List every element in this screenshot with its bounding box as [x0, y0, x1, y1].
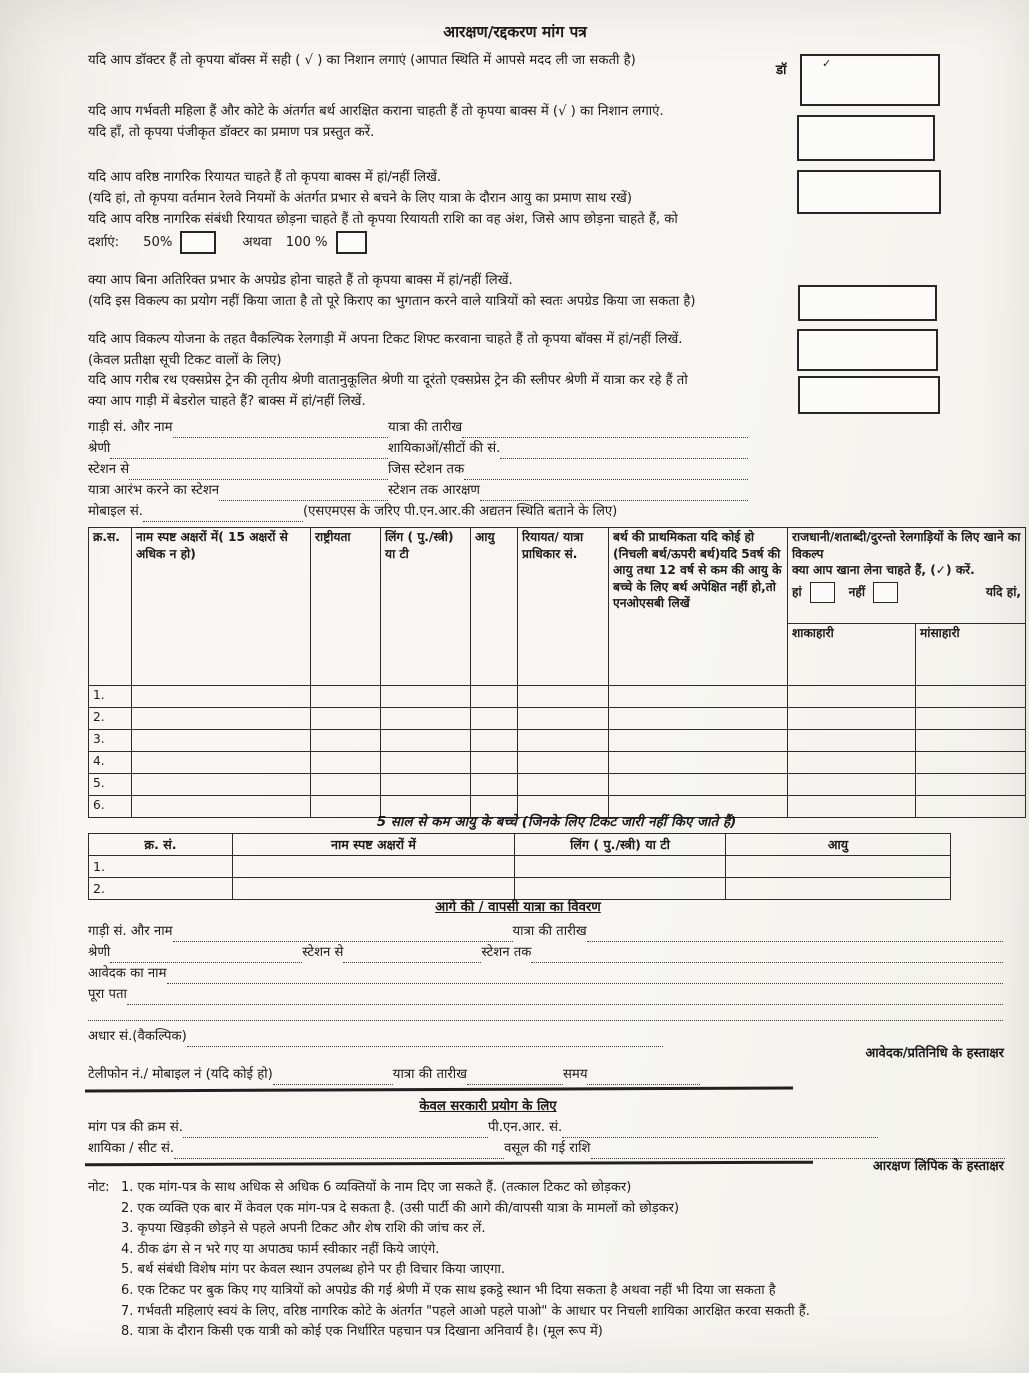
amount-label: वसूल की गई राशि — [504, 1141, 591, 1156]
header-gender: लिंग ( पु./स्त्री) या टी — [381, 528, 471, 686]
senior-line2: (यदि हां, तो कृपया वर्तमान रेलवे नियमों के अंतर्गत प्रभार से बचने के लिए यात्रा के दौरान आयु का प्रमाण साथ रखें) — [88, 191, 632, 206]
note-item: 3. कृपया खिड़की छोड़ने से पहले अपनी टिकट और शेष राशि की जांच कर लें. — [121, 1221, 486, 1237]
note-line-7 — [88, 1302, 1010, 1323]
aadhaar-input[interactable] — [187, 1031, 663, 1047]
gender-cell[interactable] — [381, 730, 471, 752]
doctor-box-label: डॉ — [776, 63, 787, 78]
onward-train-label: गाड़ी सं. और नाम — [88, 924, 173, 939]
train-no-label: गाड़ी सं. और नाम — [88, 420, 173, 435]
applicant-name-input[interactable] — [167, 968, 1004, 984]
train-no-input[interactable] — [173, 422, 389, 438]
passenger-row-4 — [89, 752, 1026, 774]
veg-cell[interactable] — [788, 708, 916, 730]
veg-cell[interactable] — [788, 774, 916, 796]
field-row-mobile — [88, 501, 768, 522]
serial-cell: 6. — [89, 796, 132, 818]
berth-pref-cell[interactable] — [609, 686, 788, 708]
onward-row-applicant — [88, 963, 1003, 984]
divider-line-2 — [85, 1161, 813, 1166]
nonveg-cell[interactable] — [916, 708, 1026, 730]
vikalp-yes-no-box[interactable] — [797, 329, 938, 371]
children-table — [88, 833, 951, 900]
meal-option-line2: क्या आप खाना लेना चाहते हैं, (✓) करें. — [792, 563, 975, 577]
concession-cell[interactable] — [518, 752, 609, 774]
pregnant-line2: यदि हाँ, तो कृपया पंजीकृत डॉक्टर का प्रमाण पत्र प्रस्तुत करें. — [88, 125, 375, 140]
age-cell[interactable] — [726, 856, 951, 878]
serial-cell: 5. — [89, 774, 132, 796]
upgrade-question — [88, 270, 798, 312]
name-cell[interactable] — [233, 856, 515, 878]
passenger-row-3 — [89, 730, 1026, 752]
phone-date-label: यात्रा की तारीख — [392, 1067, 468, 1082]
mobile-label: मोबाइल सं. — [88, 504, 143, 519]
station-from-input[interactable] — [129, 464, 388, 480]
children-header-age: आयु — [726, 834, 951, 856]
note-line-8 — [88, 1322, 1010, 1343]
senior-50-label: 50% — [143, 235, 173, 250]
senior-or-label: अथवा — [242, 235, 272, 250]
reservation-upto-label: स्टेशन तक आरक्षण — [388, 483, 480, 498]
meal-yes-label: हां — [792, 584, 802, 599]
field-row-train — [88, 417, 748, 438]
clerk-signature-label: आरक्षण लिपिक के हस्ताक्षर — [872, 1159, 1004, 1174]
nonveg-cell[interactable] — [916, 730, 1026, 752]
gender-cell[interactable] — [381, 686, 471, 708]
berth-seat-input[interactable] — [174, 1143, 504, 1159]
gender-cell[interactable] — [381, 752, 471, 774]
upgrade-line1: क्या आप बिना अतिरिक्त प्रभार के अपग्रेड होना चाहते हैं तो कृपया बाक्स में हां/नहीं लिखें. — [88, 273, 513, 288]
berth-count-label: शायिकाओं/सीटों की सं. — [388, 441, 501, 456]
boarding-station-input[interactable] — [219, 485, 388, 501]
notes-section — [88, 1178, 1010, 1343]
nonveg-cell[interactable] — [916, 752, 1026, 774]
doctor-question: यदि आप डॉक्टर हैं तो कृपया बॉक्स में सही ( √ ) का निशान लगाएं (आपात स्थिति में आपसे मदद ली जा सकती है) — [88, 53, 636, 68]
meal-no-checkbox[interactable] — [873, 582, 898, 603]
aadhaar-label: अधार सं.(वैकल्पिक) — [88, 1029, 187, 1044]
time-label: समय — [563, 1067, 588, 1082]
age-cell[interactable] — [471, 730, 518, 752]
senior-line1: यदि आप वरिष्ठ नागरिक रियायत चाहते हैं तो कृपया बाक्स में हां/नहीं लिखें. — [88, 170, 442, 185]
note-line-1 — [88, 1178, 1010, 1199]
station-from-label: स्टेशन से — [88, 462, 130, 477]
class-input[interactable] — [110, 443, 388, 459]
onward-train-input[interactable] — [173, 926, 513, 942]
header-concession: रियायत/ यात्रा प्राधिकार सं. — [518, 528, 609, 686]
nonveg-cell[interactable] — [916, 774, 1026, 796]
phone-input[interactable] — [273, 1069, 393, 1085]
pnr-input[interactable] — [562, 1122, 878, 1138]
onward-from-input[interactable] — [343, 947, 481, 963]
nationality-cell[interactable] — [311, 708, 381, 730]
onward-date-input[interactable] — [587, 926, 1003, 942]
note-line-5 — [88, 1260, 1010, 1281]
applicant-name-label: आवेदक का नाम — [88, 966, 167, 981]
header-meal-option — [788, 528, 1026, 624]
berth-pref-cell[interactable] — [609, 774, 788, 796]
vikalp-line1: यदि आप विकल्प योजना के तहत वैकल्पिक रेलगाड़ी में अपना टिकट शिफ्ट करवाना चाहते हैं तो कृपया बॉक्स में हां/नहीं लिखें. — [88, 332, 683, 347]
serial-cell: 1. — [89, 856, 233, 878]
meal-yes-checkbox[interactable] — [810, 582, 835, 603]
concession-cell[interactable] — [518, 708, 609, 730]
pnr-label: पी.एन.आर. सं. — [487, 1120, 563, 1135]
field-row-class — [88, 438, 748, 459]
address-input-line2[interactable] — [88, 1005, 1003, 1021]
header-nonveg: मांसाहारी — [916, 624, 1026, 686]
age-cell[interactable] — [471, 774, 518, 796]
phone-row — [88, 1064, 700, 1085]
onward-to-label: स्टेशन तक — [481, 945, 532, 960]
children-header-serial: क्र. सं. — [89, 834, 233, 856]
senior-percentage-row — [88, 231, 488, 254]
veg-cell[interactable] — [788, 686, 916, 708]
mobile-input[interactable] — [143, 506, 303, 522]
note-item: 2. एक व्यक्ति एक बार में केवल एक मांग-पत्र दे सकता है. (उसी पार्टी की आगे की/वापसी यात्रा के मामलों को छोड़कर) — [121, 1200, 680, 1216]
boarding-station-label: यात्रा आरंभ करने का स्टेशन — [88, 483, 220, 498]
veg-cell[interactable] — [788, 752, 916, 774]
concession-cell[interactable] — [518, 730, 609, 752]
applicant-signature-label: आवेदक/प्रतिनिधि के हस्ताक्षर — [865, 1046, 1004, 1061]
senior-50-checkbox[interactable] — [180, 231, 216, 254]
senior-100-label: 100 % — [285, 235, 328, 250]
mobile-note: (एसएमएस के जरिए पी.एन.आर.की अद्यतन स्थिति बताने के लिए) — [302, 504, 618, 519]
onward-row-aadhaar — [88, 1026, 663, 1047]
gender-cell[interactable] — [515, 856, 726, 878]
doctor-checkmark: ✓ — [822, 57, 832, 70]
bedroll-line1: यदि आप गरीब रथ एक्सप्रेस ट्रेन की तृतीय श्रेणी वातानुकूलित श्रेणी या दूरंतो एक्सप्रेस ट्रेन की स्लीपर श्रेणी में यात्रा कर रहे हैं तो — [88, 373, 688, 388]
requisition-serial-label: मांग पत्र की क्रम सं. — [88, 1120, 183, 1135]
passenger-row-5 — [89, 774, 1026, 796]
meal-option-line1: राजधानी/शताब्दी/दुरन्तो रेलगाड़ियों के लिए खाने का विकल्प — [792, 530, 1021, 561]
gender-cell[interactable] — [381, 774, 471, 796]
serial-cell: 2. — [89, 708, 132, 730]
journey-date-label: यात्रा की तारीख — [388, 420, 463, 435]
serial-cell: 1. — [89, 686, 132, 708]
note-item: 8. यात्रा के दौरान किसी एक यात्री को कोई एक निर्धारित पहचान पत्र दिखाना अनिवार्य है। (मूल रूप में) — [121, 1324, 603, 1340]
divider-line — [85, 1086, 793, 1092]
berth-count-input[interactable] — [500, 443, 748, 459]
senior-show-label: दर्शाएं: — [88, 235, 120, 250]
pregnant-line1: यदि आप गर्भवती महिला हैं और कोटे के अंतर्गत बर्थ आरक्षित कराना चाहती हैं तो कृपया बाक्स में (√ ) का निशान लगाएं. — [88, 104, 664, 119]
berth-seat-label: शायिका / सीट सं. — [88, 1141, 175, 1156]
note-item: 7. गर्भवती महिलाएं स्वयं के लिए, वरिष्ठ नागरिक कोटे के अंतर्गत "पहले आओ पहले पाओ" के आधार पर निचली शायिका आरक्षित करवा सकती हैं. — [121, 1303, 810, 1319]
onward-from-label: स्टेशन से — [302, 945, 344, 960]
note-item: 4. ठीक ढंग से न भरे गए या अपाठ्य फार्म स्वीकार नहीं किये जाएंगे. — [121, 1241, 440, 1257]
onward-class-input[interactable] — [110, 947, 302, 963]
meal-if-yes-label: यदि हां, — [985, 584, 1022, 599]
onward-class-label: श्रेणी — [88, 945, 111, 960]
station-to-input[interactable] — [464, 464, 748, 480]
serial-cell: 2. — [89, 878, 233, 900]
children-header-gender: लिंग ( पु./स्त्री) या टी — [515, 834, 726, 856]
station-to-label: जिस स्टेशन तक — [388, 462, 465, 477]
official-row-2 — [88, 1138, 1005, 1159]
note-item: 1. एक मांग-पत्र के साथ अधिक से अधिक 6 व्यक्तियों के नाम दिए जा सकते हैं. (तत्काल टिकट को छोड़कर) — [121, 1180, 632, 1195]
field-row-boarding — [88, 480, 748, 501]
upgrade-yes-no-box[interactable] — [798, 285, 937, 321]
passenger-row-1 — [89, 686, 1026, 708]
onward-to-input[interactable] — [531, 947, 1003, 963]
note-line-2 — [88, 1199, 1010, 1220]
bedroll-yes-no-box[interactable] — [798, 376, 940, 414]
age-cell[interactable] — [471, 752, 518, 774]
notes-label: नोट: — [88, 1180, 110, 1195]
nationality-cell[interactable] — [311, 774, 381, 796]
bedroll-line2: क्या आप गाड़ी में बेडरोल चाहते हैं? बाक्स में हां/नहीं लिखें. — [88, 394, 366, 409]
concession-cell[interactable] — [518, 774, 609, 796]
note-line-6 — [88, 1281, 1010, 1302]
vikalp-question — [88, 329, 798, 371]
name-cell[interactable] — [132, 752, 311, 774]
veg-cell[interactable] — [788, 730, 916, 752]
nationality-cell[interactable] — [311, 686, 381, 708]
age-cell[interactable] — [471, 708, 518, 730]
form-title: आरक्षण/रद्दकरण मांग पत्र — [443, 23, 587, 41]
doctor-checkbox[interactable] — [800, 54, 940, 106]
serial-cell: 3. — [89, 730, 132, 752]
reservation-upto-input[interactable] — [480, 485, 748, 501]
header-berth-preference: बर्थ की प्राथमिकता यदि कोई हो (निचली बर्थ/ऊपरी बर्थ)यदि 5वर्ष की आयु तथा 12 वर्ष से कम की आयु के बच्चे के लिए बर्थ अपेक्षित नहीं हो,तो एनओएसबी लिखें — [609, 528, 788, 686]
onward-date-label: यात्रा की तारीख — [512, 924, 587, 939]
nationality-cell[interactable] — [311, 752, 381, 774]
meal-no-label: नहीं — [848, 584, 866, 599]
age-cell[interactable] — [471, 686, 518, 708]
senior-100-checkbox[interactable] — [336, 231, 367, 254]
nonveg-cell[interactable] — [916, 686, 1026, 708]
address-input[interactable] — [127, 989, 1003, 1005]
name-cell[interactable] — [132, 774, 311, 796]
class-label: श्रेणी — [88, 441, 111, 456]
header-name: नाम स्पष्ट अक्षरों में( 15 अक्षरों से अधिक न हो) — [132, 528, 311, 686]
field-row-stations — [88, 459, 748, 480]
pregnant-checkbox[interactable] — [797, 115, 935, 161]
nationality-cell[interactable] — [311, 730, 381, 752]
onward-row-train — [88, 921, 1003, 942]
gender-cell[interactable] — [381, 708, 471, 730]
senior-line3: यदि आप वरिष्ठ नागरिक संबंधी रियायत छोड़ना चाहते हैं तो कृपया रियायती राशि का वह अंश, जिसे आप छोड़ना चाहते हैं, को — [88, 212, 678, 227]
journey-date-input[interactable] — [462, 422, 748, 438]
official-use-heading: केवल सरकारी प्रयोग के लिए — [419, 1099, 557, 1114]
header-nationality: राष्ट्रीयता — [311, 528, 381, 686]
address-label: पूरा पता — [88, 987, 127, 1002]
onward-row-address2 — [88, 1005, 1003, 1021]
note-item: 6. एक टिकट पर बुक किए गए यात्रियों को अपग्रेड की गई श्रेणी में एक साथ इकट्ठे स्थान भी दिया सकता है अथवा नहीं भी दिया जा सकता है — [121, 1282, 776, 1298]
berth-pref-cell[interactable] — [609, 730, 788, 752]
passenger-table — [88, 527, 1026, 818]
phone-date-input[interactable] — [467, 1069, 563, 1085]
berth-pref-cell[interactable] — [609, 752, 788, 774]
upgrade-line2: (यदि इस विकल्प का प्रयोग नहीं किया जाता है तो पूरे किराए का भुगतान करने वाले यात्रियों को स्वतः अपग्रेड किया जा सकता है) — [88, 294, 696, 309]
senior-yes-no-box[interactable] — [797, 170, 941, 214]
passenger-row-2 — [89, 708, 1026, 730]
bedroll-question — [88, 370, 798, 412]
onward-row-address — [88, 984, 1003, 1005]
note-line-4 — [88, 1240, 1010, 1261]
requisition-serial-input[interactable] — [183, 1122, 488, 1138]
time-input[interactable] — [587, 1069, 700, 1085]
children-header-name: नाम स्पष्ट अक्षरों में — [233, 834, 515, 856]
meal-choice-row — [792, 582, 1021, 603]
berth-pref-cell[interactable] — [609, 708, 788, 730]
onward-heading: आगे की / वापसी यात्रा का विवरण — [435, 900, 601, 915]
children-table-title: 5 साल से कम आयु के बच्चे (जिनके लिए टिकट जारी नहीं किए जाते हैं) — [376, 814, 737, 830]
serial-cell: 4. — [89, 752, 132, 774]
official-row-1 — [88, 1117, 878, 1138]
phone-label: टेलीफोन नं./ मोबाइल नं (यदि कोई हो) — [88, 1067, 273, 1082]
children-row-1 — [89, 856, 951, 878]
vikalp-line2: (केवल प्रतीक्षा सूची टिकट वालों के लिए) — [88, 353, 282, 368]
senior-question — [88, 167, 798, 230]
concession-cell[interactable] — [518, 686, 609, 708]
header-veg: शाकाहारी — [788, 624, 916, 686]
name-cell[interactable] — [132, 730, 311, 752]
header-age: आयु — [471, 528, 518, 686]
onward-row-class — [88, 942, 1003, 963]
pregnant-question — [88, 101, 798, 143]
header-serial: क्र.स. — [89, 528, 132, 686]
name-cell[interactable] — [132, 686, 311, 708]
note-item: 5. बर्थ संबंधी विशेष मांग पर केवल स्थान उपलब्ध होने पर ही विचार किया जाएगा. — [121, 1262, 506, 1278]
name-cell[interactable] — [132, 708, 311, 730]
note-line-3 — [88, 1219, 1010, 1240]
